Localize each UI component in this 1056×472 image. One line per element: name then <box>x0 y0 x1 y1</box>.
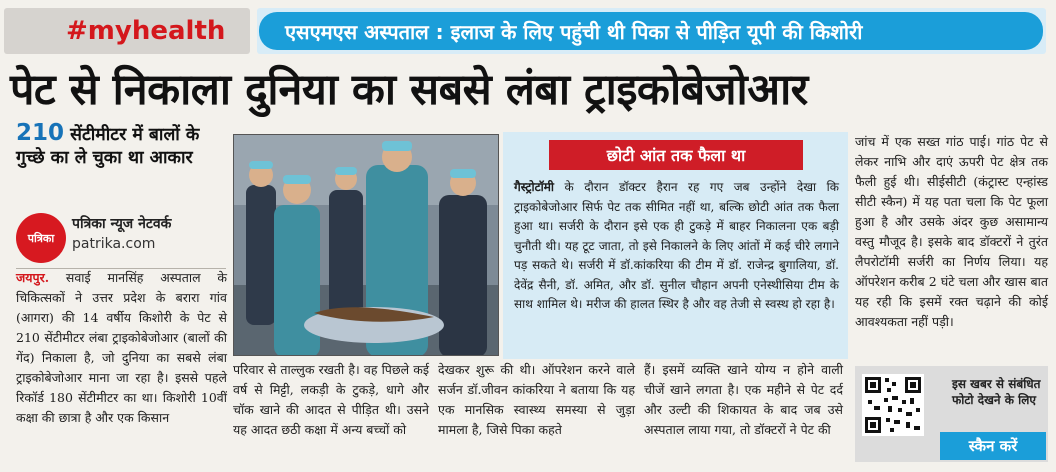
article-column-4: हैं। इसमें व्यक्ति खाने योग्य न होने वाली चीजें खाने लगता है। एक महीने से पेट दर्द और उल्टी की शिकायत के बाद जब उसे अस्पताल लाया गया, तो डॉक्टरों ने पेट की <box>644 362 843 437</box>
subheadline-text: सेंटीमीटर में बालों के गुच्छे का ले चुका था आकार <box>16 125 200 168</box>
surgeons-photo-illustration <box>234 135 499 356</box>
patrika-logo: पत्रिका <box>16 213 66 263</box>
sidebar-text <box>514 178 839 315</box>
byline-site: patrika.com <box>72 236 156 252</box>
qr-promo-text: इस खबर से संबंधित फोटो देखने के लिए <box>952 377 1041 407</box>
section-tag-health: health <box>131 16 226 46</box>
qr-code-icon[interactable] <box>862 374 924 436</box>
article-column-3: देखकर शुरू की थी। ऑपरेशन करने वाले सर्जन डॉ.जीवन कांकरिया ने बताया कि यह एक मानसिक स्वास्थ्य समस्या से जुड़ा मामला है, जिसे पिका कहते <box>438 362 635 437</box>
article-column-1 <box>16 268 227 428</box>
article-column-2: परिवार से ताल्लुक रखती है। वह पिछले कई वर्ष से मिट्टी, लकड़ी के टुकड़े, धागे और चॉक खाने की आदत से पीड़ित थी। उसने यह आदत छठी कक्षा में अन्य बच्चों को <box>233 362 429 437</box>
kicker-text: एसएमएस अस्पताल : इलाज के लिए पहुंची थी पिका से पीड़ित यूपी की किशोरी <box>259 12 1043 50</box>
byline-network: पत्रिका न्यूज नेटवर्क <box>72 216 172 232</box>
dateline: जयपुर. <box>16 270 50 285</box>
kicker-banner <box>257 8 1046 54</box>
sidebar-body: के दौरान डॉक्टर हैरान रह गए जब उन्होंने देखा कि ट्राइकोबेजोआर सिर्फ पेट तक सीमित नहीं था, बल्कि छोटी आंत तक फैला हुआ था। सर्जरी के दौरान इसे एक ही टुकड़े में बाहर निकालना एक बड़ी चुनौती थी। यह टूट जाता, तो इसे निकालने के लिए आंतों में कई चीरे लगाने पड़ सकते थे। सर्जरी में डॉ.कांकरिया की टीम में डॉ. राजेन्द्र बुगालिया, डॉ. देवेंद्र सैनी, डॉ. अमित, और डॉ. सुनील चौहान अपनी एनेस्थीसिया टीम के साथ शामिल थे। मरीज की हालत स्थिर है और वह तेजी से स्वस्थ हो रहा है। <box>514 180 839 311</box>
section-tag-my: my <box>87 16 132 46</box>
subheadline <box>16 122 226 170</box>
scan-button[interactable]: स्कैन करें <box>940 432 1046 460</box>
section-tag-hash: # <box>66 16 88 46</box>
article-column-5: जांच में एक सख्त गांठ पाई। गांठ पेट से लेकर नाभि और दाएं ऊपरी पेट क्षेत्र तक फैली हुई थी। सीईसीटी (कंट्रास्ट एन्हांस्ड सीटी स्कैन) में यह पता चला कि पेट फूला हुआ है और उसके अंदर कुछ असामान्य वस्तु मौजूद है। इसके बाद डॉक्टरों ने तुरंत लैपरोटॉमी सर्जरी का निर्णय लिया। यह ऑपरेशन करीब 2 घंटे चला और खास बात यह रही कि इसमें रक्त चढ़ाने की कोई आवश्यकता नहीं पड़ी। <box>855 134 1048 329</box>
sidebar-lead: गैस्ट्रोटॉमी <box>514 180 555 194</box>
article-column-1-text: सवाई मानसिंह अस्पताल के चिकित्सकों ने उत्तर प्रदेश के बरारा गांव (आगरा) की 14 वर्षीय किशोरी के पेट से 210 सेंटीमीटर लंबा ट्राइकोबेजोआर (बालों की गेंद) निकाला है, जो दुनिया का सबसे लंबा ट्राइकोबेजोआर माना जा रहा है। इससे पहले रिकॉर्ड 180 सेंटीमीटर का था। किशोरी 10वीं कक्षा की छात्रा है और एक किसान <box>16 270 227 425</box>
section-tag <box>4 8 250 54</box>
sidebar-title: छोटी आंत तक फैला था <box>549 140 803 170</box>
qr-code-graphic <box>862 374 924 436</box>
subheadline-number: 210 <box>16 120 65 146</box>
surgeons-photo <box>233 134 499 356</box>
headline: पेट से निकाला दुनिया का सबसे लंबा ट्राइकोबेजोआर <box>10 65 808 115</box>
